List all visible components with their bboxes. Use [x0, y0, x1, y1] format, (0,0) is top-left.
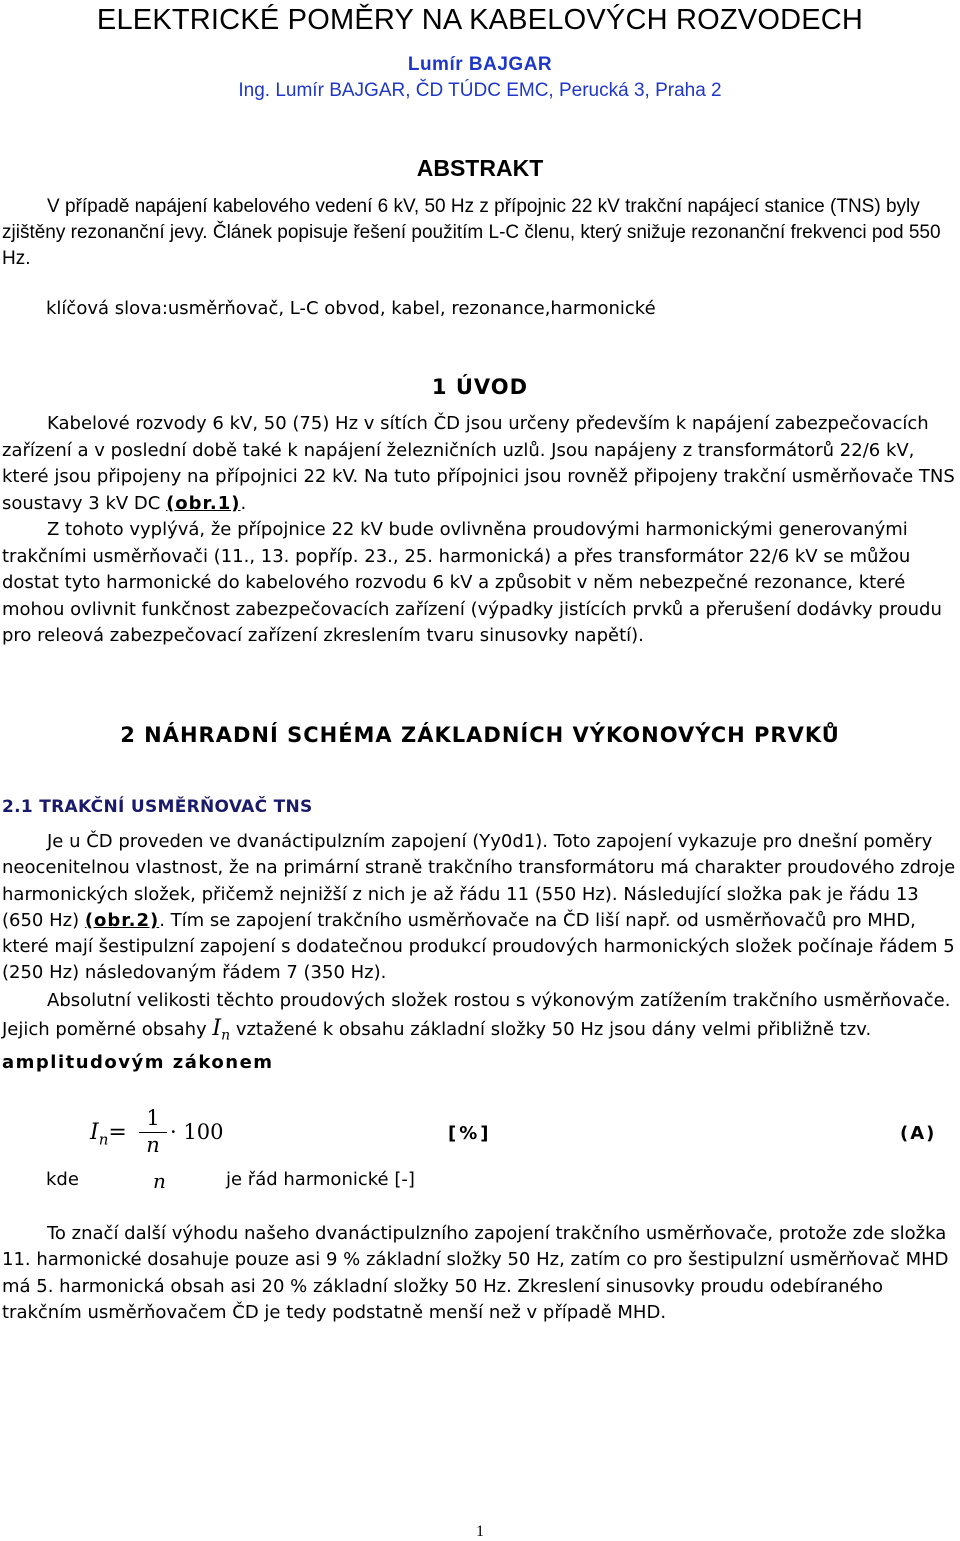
author-name: Lumír BAJGAR — [407, 54, 553, 75]
paragraph-text: To značí další výhodu našeho dvanáctipulzního zapojení trakčního usměrňovače, protože zde složka 11. harmonické dosahuje pouze asi 9 % základní složky 50 Hz, zatím co pro šestipulzní usměrňovač MHD má 5. harmonická obsah asi 20 % základní složky 50 Hz. Zkreslení sinusovky proudu odebíraného trakčním usměrňovačem ČD je tedy podstatně menší než v případě MHD. — [2, 1223, 949, 1323]
equation-rhs: · 100 — [170, 1120, 224, 1144]
page-number: 1 — [476, 1523, 484, 1540]
section-1-body — [2, 411, 957, 650]
equation-fraction — [137, 1106, 169, 1157]
paragraph — [2, 829, 957, 987]
section-2-body-continued — [2, 1221, 957, 1326]
paragraph-text: Je u ČD proveden ve dvanáctipulzním zapojení (Yy0d1). Toto zapojení vykazuje pro dnešní poměry neocenitelnou vlastnost, že na primární straně trakčního transformátoru má charakter proudového zdroje harmonických složek, přičemž nejnižší z nich je až řádu 11 (550 Hz). Následující složka pak je řádu 13 (650 Hz) — [2, 831, 956, 931]
paragraph — [2, 1221, 957, 1326]
keyword-term: amplitudovým zákonem — [2, 1052, 274, 1074]
section-2-body — [2, 829, 957, 1077]
abstract-heading: ABSTRAKT — [416, 155, 544, 181]
paragraph-text: . Tím se zapojení trakčního usměrňovače na ČD liší např. od usměrňovačů pro MHD, které mají šestipulzní zapojení s dodatečnou produkcí proudových harmonických složek počínaje řádem 5 (250 Hz) následovaným řádem 7 (350 Hz). — [2, 909, 955, 984]
equation-a — [90, 1106, 490, 1170]
equation-subscript: n — [98, 1130, 109, 1149]
paragraph-text: . — [240, 492, 247, 514]
section-2-heading: 2 NÁHRADNÍ SCHÉMA ZÁKLADNÍCH VÝKONOVÝCH PRVKŮ — [120, 723, 840, 747]
where-label: kde — [46, 1169, 79, 1190]
paragraph-text: Z tohoto vyplývá, že přípojnice 22 kV bude ovlivněna proudovými harmonickými generovanými trakčními usměrňovači (11., 13. popříp. 23., 25. harmonická) a přes transformátor 22/6 kV se můžou dostat tyto harmonické do kabelového rozvodu 6 kV a způsobit v něm nebezpečné rezonance, které mohou ovlivnit funkčnost zabezpečovacích zařízení (výpadky jistících prvků a přerušení dodávky proudu pro releová zabezpečovací zařízení zkreslením tvaru sinusovky napětí). — [2, 519, 942, 646]
equation-number: (A) — [900, 1123, 937, 1144]
equals-sign: = — [108, 1120, 127, 1145]
where-description: je řád harmonické [-] — [226, 1169, 415, 1190]
equation-lhs — [90, 1120, 127, 1148]
equation-symbol: I — [90, 1120, 99, 1145]
section-1-heading: 1 ÚVOD — [431, 375, 529, 399]
paragraph — [2, 517, 957, 650]
math-subscript: n — [221, 1027, 231, 1044]
author-affiliation: Ing. Lumír BAJGAR, ČD TÚDC EMC, Perucká 3, Praha 2 — [238, 80, 722, 101]
paper-title: ELEKTRICKÉ POMĚRY NA KABELOVÝCH ROZVODECH — [96, 4, 864, 36]
abstract-text — [2, 194, 958, 272]
fraction-numerator: 1 — [146, 1106, 160, 1130]
figure-reference[interactable]: (obr.1) — [166, 492, 241, 514]
paragraph — [2, 987, 957, 1078]
subsection-2-1-heading: 2.1 TRAKČNÍ USMĚRŇOVAČ TNS — [2, 797, 313, 817]
paragraph-text: Absolutní velikosti těchto proudových složek rostou s výkonovým zatížením trakčního usměrňovače. Jejich poměrné obsahy — [2, 989, 951, 1040]
keywords: klíčová slova:usměrňovač, L-C obvod, kabel, rezonance,harmonické — [46, 298, 656, 319]
paragraph-text: Kabelové rozvody 6 kV, 50 (75) Hz v sítích ČD jsou určeny především k napájení zabezpečovacích zařízení a v poslední době také k napájení železničních uzlů. Jsou napájeny z transformátorů 22/6 kV, které jsou připojeny na přípojnici 22 kV. Na tuto přípojnici jsou rovněž připojeny trakční usměrňovače TNS soustavy 3 kV DC — [2, 413, 955, 514]
math-symbol: I — [212, 1015, 222, 1041]
paragraph — [2, 411, 957, 517]
equation-unit: [%] — [448, 1123, 492, 1144]
fraction-denominator: n — [146, 1133, 160, 1157]
paragraph-text: vztažené k obsahu základní složky 50 Hz jsou dány velmi přibližně tzv. — [230, 1018, 872, 1040]
figure-reference[interactable]: (obr.2) — [84, 909, 160, 931]
where-symbol: n — [153, 1169, 166, 1193]
abstract-body — [2, 194, 958, 272]
abstract-text-content: V případě napájení kabelového vedení 6 kV, 50 Hz z přípojnic 22 kV trakční napájecí stanice (TNS) byly zjištěny rezonanční jevy. Článek popisuje řešení použitím L-C členu, který snižuje rezonanční frekvenci pod 550 Hz. — [2, 196, 941, 269]
